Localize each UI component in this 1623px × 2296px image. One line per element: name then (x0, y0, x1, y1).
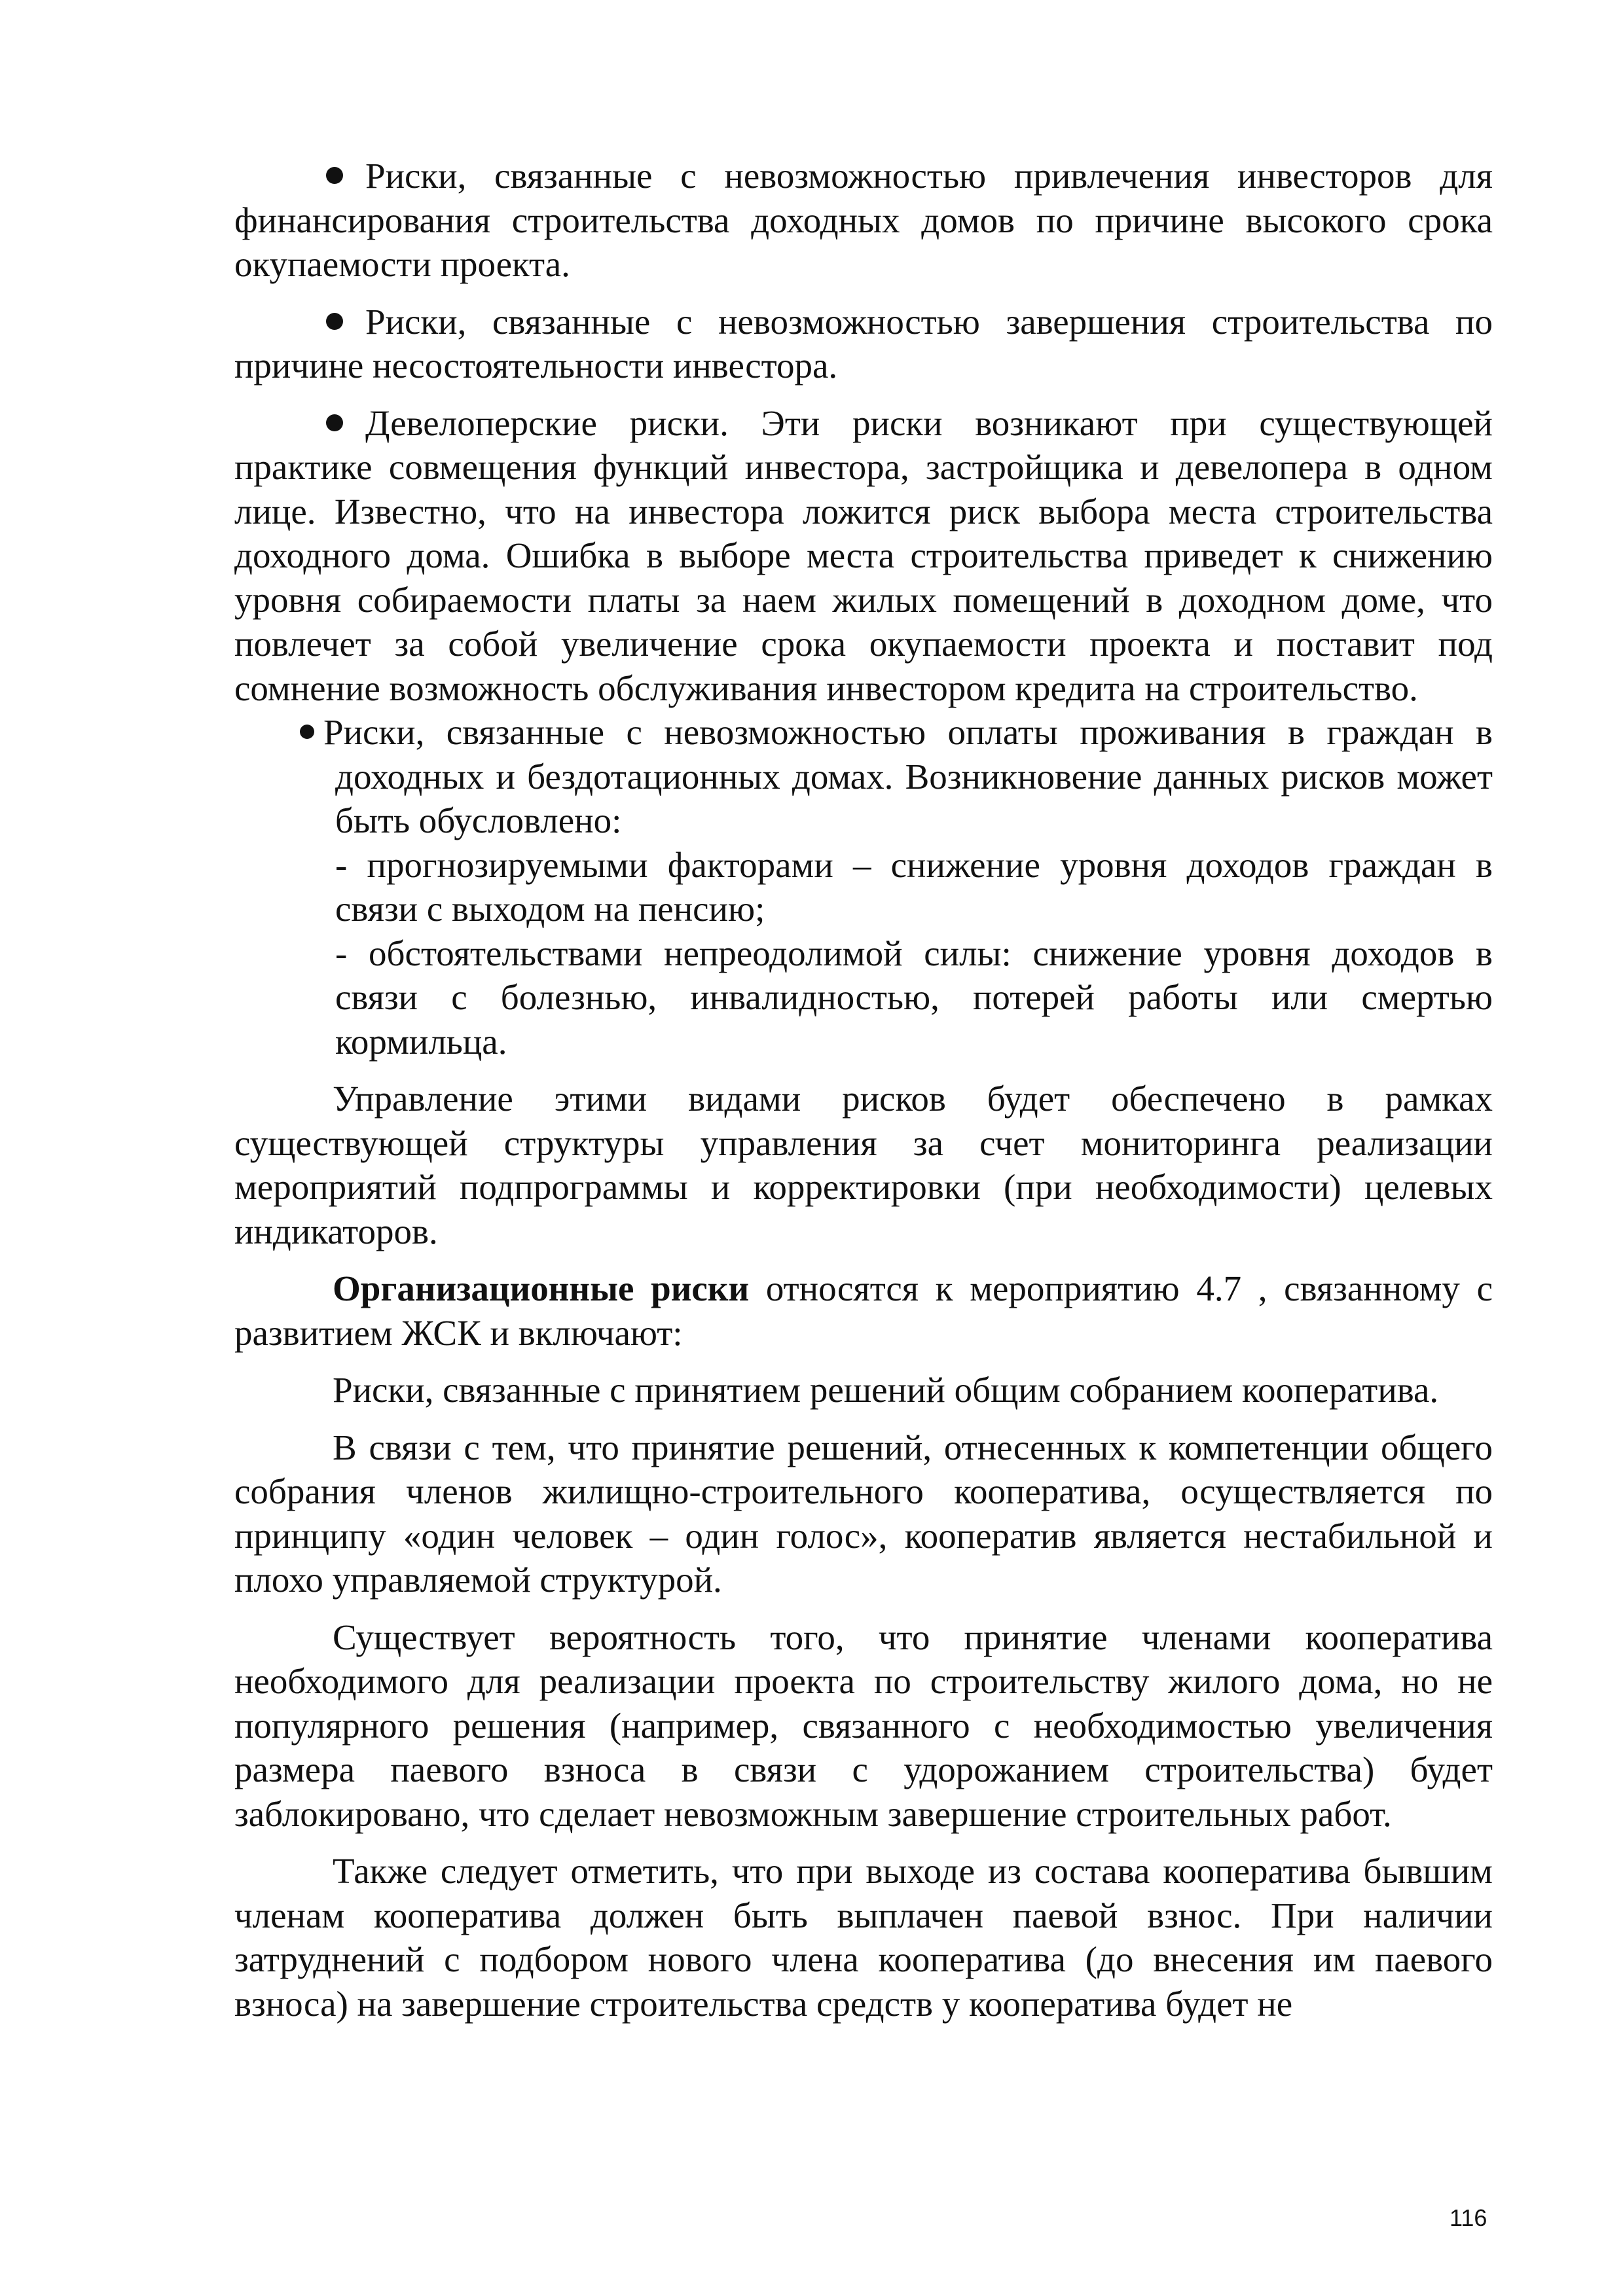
page-number: 116 (1450, 2204, 1487, 2231)
bullet-item-with-subitems (234, 710, 1493, 1064)
bullet-dot-icon (326, 313, 343, 330)
paragraph: Существует вероятность того, что принятие членами кооператива необходимого для реализации проекта по строительству жилого дома, но не популярного решения (например, связанного с необходимостью увеличения размера паевого взноса в связи с удорожанием строительства) будет заблокировано, что сделает невозможным завершение строительных работ. (234, 1617, 1493, 1834)
bullet-text: Риски, связанные с невозможностью завершения строительства по причине несостоятельности инвестора. (234, 301, 1493, 386)
bullet-item (234, 300, 1493, 388)
paragraph-text: относятся к мероприятию 4.7 , связанному с развитием ЖСК и включают: (234, 1268, 1493, 1353)
bullet-dot-icon (326, 167, 343, 184)
bullet-item (234, 154, 1493, 287)
page-body (234, 154, 1493, 2026)
bullet-item (234, 401, 1493, 711)
paragraph (234, 1266, 1493, 1355)
bullet-text: Риски, связанные с невозможностью оплаты проживания в граждан в доходных и бездотационных домах. Возникновение данных рисков может быть обусловлено: (323, 712, 1493, 840)
paragraph: Управление этими видами рисков будет обеспечено в рамках существующей структуры управления за счет мониторинга реализации мероприятий подпрограммы и корректировки (при необходимости) целевых индикаторов. (234, 1079, 1493, 1251)
bullet-dot-icon (300, 725, 314, 739)
bullet-text: Девелоперские риски. Эти риски возникают при существующей практике совмещения функций инвестора, застройщика и девелопера в одном лице. Известно, что на инвестора ложится риск выбора места строительства доходного дома. Ошибка в выборе места строительства приведет к снижению уровня собираемости платы за наем жилых помещений в доходном доме, что повлечет за собой увеличение срока окупаемости проекта и поставит под сомнение возможность обслуживания инвестором кредита на строительство. (234, 403, 1493, 708)
paragraph: Риски, связанные с принятием решений общим собранием кооператива. (333, 1370, 1439, 1410)
bullet-subitem: - обстоятельствами непреодолимой силы: снижение уровня доходов в связи с болезнью, инвалидностью, потерей работы или смертью кормильца. (335, 933, 1493, 1062)
bullet-dot-icon (326, 414, 343, 431)
bullet-item (300, 710, 1493, 843)
bullet-subitem: - прогнозируемыми факторами – снижение уровня доходов граждан в связи с выходом на пенсию; (335, 844, 1493, 929)
paragraph: В связи с тем, что принятие решений, отнесенных к компетенции общего собрания членов жилищно-строительного кооператива, осуществляется по принципу «один человек – один голос», кооператив является нестабильной и плохо управляемой структурой. (234, 1427, 1493, 1600)
paragraph-bold-lead: Организационные риски (333, 1268, 750, 1308)
bullet-text: Риски, связанные с невозможностью привлечения инвесторов для финансирования строительства доходных домов по причине высокого срока окупаемости проекта. (234, 156, 1493, 284)
paragraph: Также следует отметить, что при выходе из состава кооператива бывшим членам кооператива должен быть выплачен паевой взнос. При наличии затруднений с подбором нового члена кооператива (до внесения им паевого взноса) на завершение строительства средств у кооператива будет не (234, 1851, 1493, 2024)
